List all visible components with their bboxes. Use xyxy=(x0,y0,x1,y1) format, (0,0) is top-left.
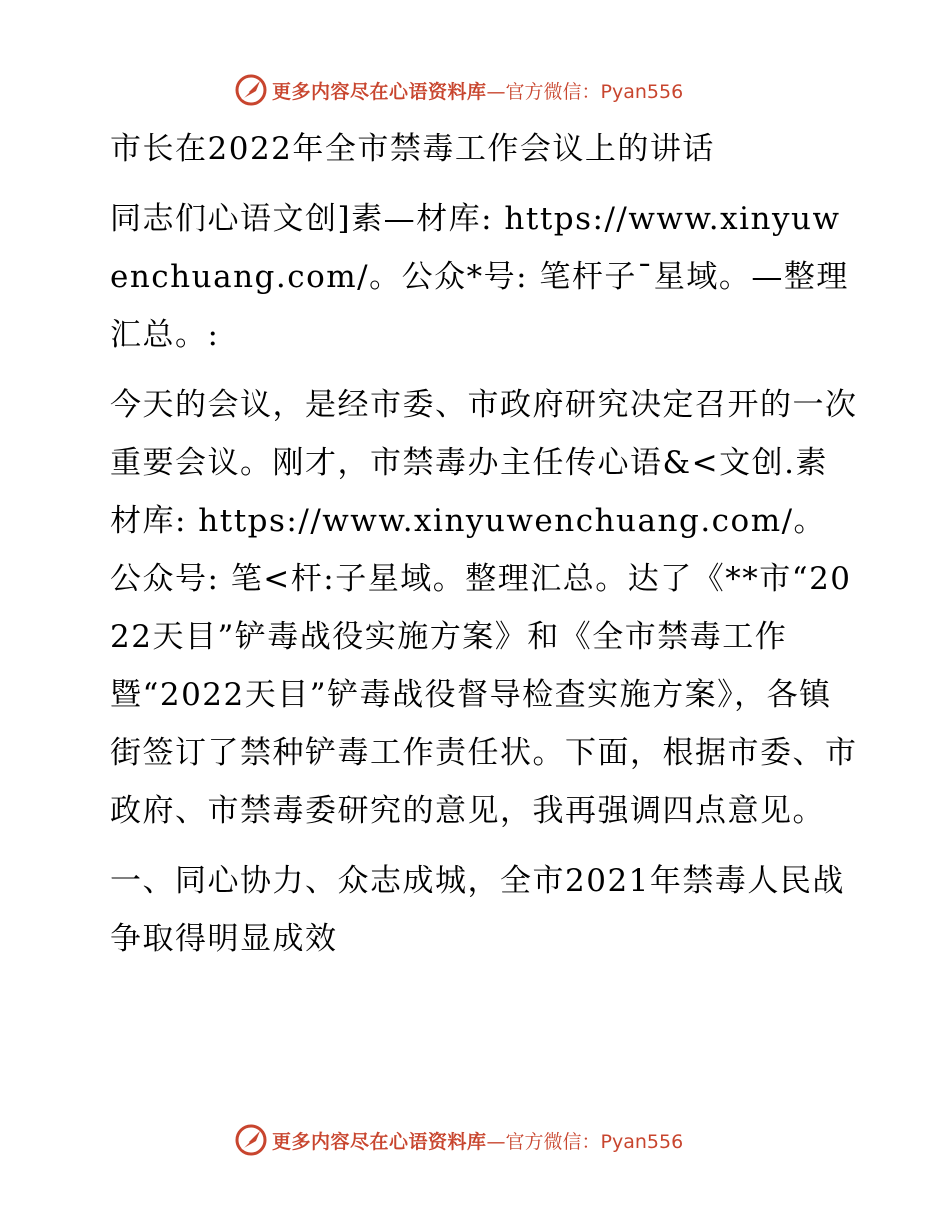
quill-logo-icon xyxy=(234,73,268,107)
footer-banner xyxy=(234,1122,683,1158)
banner-title: 更多内容尽在心语资料库 xyxy=(272,1130,487,1153)
paragraph-intro: 今天的会议，是经市委、市政府研究决定召开的一次重要会议。刚才，市禁毒办主任传心语&<文创.素材库: https://www.xinyuwenchuang.com/。公众号: 笔<杆:子星域。整理汇总。达了《**市“2022天目”铲毒战役实施方案》和《全市禁毒工作暨“2022天目”铲毒战役督导检查实施方案》，各镇街签订了禁种铲毒工作责任状。下面，根据市委、市政府、市禁毒委研究的意见，我再强调四点意见。 xyxy=(110,387,858,829)
document-body xyxy=(98,118,858,968)
quill-logo-icon xyxy=(234,1123,268,1157)
section-heading-1: 一、同心协力、众志成城，全市2021年禁毒人民战争取得明显成效 xyxy=(110,863,845,957)
banner-title: 更多内容尽在心语资料库 xyxy=(272,80,487,103)
header-banner xyxy=(234,72,683,108)
banner-wechat: —官方微信：Pyan556 xyxy=(486,80,684,103)
paragraph-greeting: 同志们心语文创]素—材库: https://www.xinyuwenchuang.com/。公众*号: 笔杆子¯星域。—整理汇总。: xyxy=(110,201,849,353)
banner-wechat: —官方微信：Pyan556 xyxy=(486,1130,684,1153)
document-title: 市长在2022年全市禁毒工作会议上的讲话 xyxy=(110,131,715,167)
